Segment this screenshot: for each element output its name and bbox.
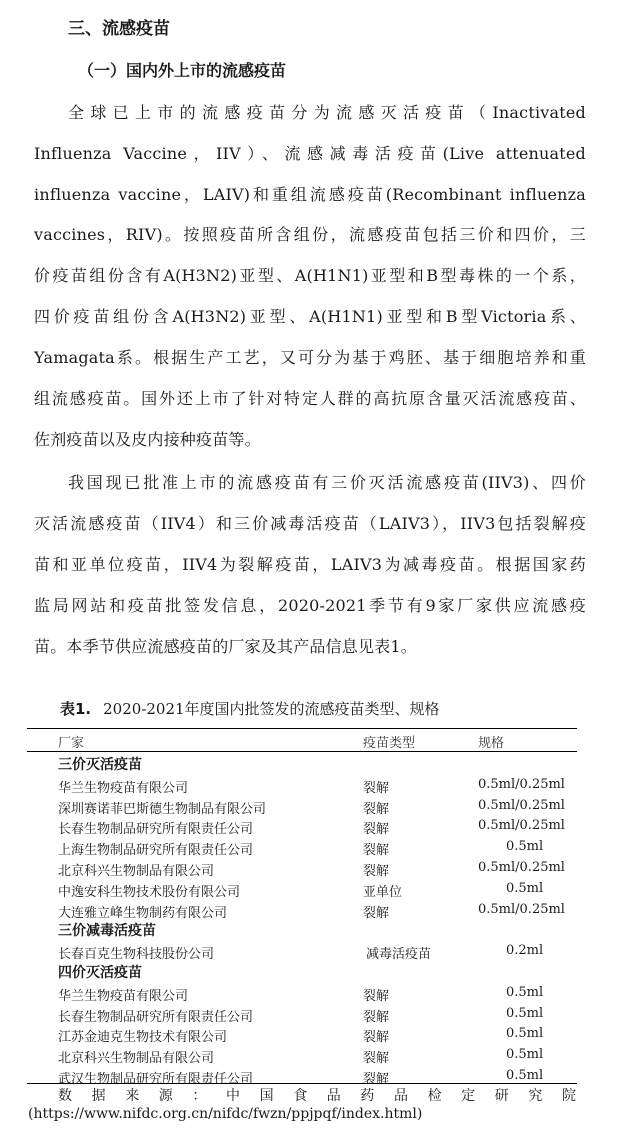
table-caption-label: 表1.	[60, 700, 92, 718]
table-header-spec: 规格	[478, 736, 505, 751]
table-row	[0, 816, 623, 837]
cell-manufacturer: 江苏金迪克生物技术有限公司	[58, 1030, 228, 1046]
table-row	[0, 1004, 623, 1025]
table-bottom-rule	[27, 1083, 577, 1084]
table-top-rule	[27, 728, 577, 729]
cell-vaccine-type: 裂解	[363, 801, 390, 817]
cell-spec: 0.5ml/0.25ml	[478, 901, 565, 917]
cell-manufacturer: 华兰生物疫苗有限公司	[58, 780, 189, 796]
table-row	[0, 775, 623, 796]
data-source-url: (https://www.nifdc.org.cn/nifdc/fwzn/ppjpqf/index.html)	[28, 1106, 423, 1122]
cell-spec: 0.5ml	[506, 1068, 544, 1083]
paragraph-line: 灭活流感疫苗（IIV4）和三价减毒活疫苗（LAIV3），IIV3包括裂解疫	[34, 514, 586, 533]
cell-manufacturer: 长春生物制品研究所有限责任公司	[58, 822, 254, 838]
paragraph-line: 苗和亚单位疫苗，IIV4为裂解疫苗，LAIV3为减毒疫苗。根据国家药	[34, 555, 586, 574]
table-section-title: 三价减毒活疫苗	[58, 923, 156, 939]
table-header-manufacturer: 厂家	[58, 736, 85, 751]
table-header-rule	[27, 751, 577, 752]
cell-vaccine-type: 裂解	[363, 822, 390, 838]
cell-spec: 0.5ml	[506, 1005, 544, 1021]
cell-vaccine-type: 裂解	[363, 1072, 390, 1087]
cell-vaccine-type: 裂解	[363, 1009, 390, 1025]
paragraph-line: Influenza Vaccine，IIV）、流感减毒活疫苗(Live attenuated	[34, 144, 586, 163]
cell-spec: 0.5ml/0.25ml	[478, 818, 565, 834]
table-row	[0, 900, 623, 921]
table-row	[0, 858, 623, 879]
table-row	[0, 796, 623, 817]
paragraph-line: 佐剂疫苗以及皮内接种疫苗等。	[34, 430, 261, 449]
cell-spec: 0.5ml	[506, 880, 544, 896]
paragraph-line: 组流感疫苗。国外还上市了针对特定人群的高抗原含量灭活流感疫苗、	[34, 389, 586, 408]
cell-spec: 0.5ml	[506, 1026, 544, 1042]
table-row	[0, 879, 623, 900]
cell-vaccine-type: 裂解	[363, 864, 390, 879]
table-row	[0, 1024, 623, 1045]
table-caption-text: 2020-2021年度国内批签发的流感疫苗类型、规格	[103, 700, 440, 718]
cell-manufacturer: 中逸安科生物技术股份有限公司	[58, 884, 241, 900]
paragraph-line: vaccines，RIV)。按照疫苗所含组份，流感疫苗包括三价和四价，三	[34, 225, 586, 244]
paragraph-line: 苗。本季节供应流感疫苗的厂家及其产品信息见表1。	[34, 637, 417, 656]
cell-manufacturer: 北京科兴生物制品有限公司	[58, 864, 215, 879]
cell-manufacturer: 长春生物制品研究所有限责任公司	[58, 1009, 254, 1025]
cell-vaccine-type: 裂解	[363, 988, 390, 1004]
cell-spec: 0.5ml	[506, 984, 544, 1000]
table-row	[0, 837, 623, 858]
paragraph-line: 四价疫苗组份含A(H3N2)亚型、A(H1N1)亚型和B型Victoria系、	[34, 307, 586, 326]
cell-vaccine-type: 裂解	[363, 780, 390, 796]
data-source-line: 数据来源：中国食品药品检定研究院	[58, 1088, 576, 1104]
table-header-vaccine-type: 疫苗类型	[363, 736, 416, 751]
paragraph-line: 我国现已批准上市的流感疫苗有三价灭活流感疫苗(IIV3)、四价	[68, 473, 586, 492]
cell-manufacturer: 长春百克生物科技股份公司	[58, 946, 215, 962]
cell-vaccine-type: 裂解	[363, 1030, 390, 1046]
table-row	[0, 941, 623, 962]
table-row	[0, 1045, 623, 1066]
section-heading: 三、流感疫苗	[68, 19, 170, 39]
cell-spec: 0.5ml	[506, 839, 544, 855]
cell-manufacturer: 武汉生物制品研究所有限责任公司	[58, 1072, 254, 1087]
paragraph-line: 全球已上市的流感疫苗分为流感灭活疫苗（Inactivated	[68, 103, 586, 122]
paragraph-line: Yamagata系。根据生产工艺，又可分为基于鸡胚、基于细胞培养和重	[34, 348, 586, 367]
cell-manufacturer: 大连雅立峰生物制药有限公司	[58, 905, 228, 921]
cell-manufacturer: 华兰生物疫苗有限公司	[58, 988, 189, 1004]
subsection-heading: （一）国内外上市的流感疫苗	[78, 61, 287, 80]
cell-vaccine-type: 裂解	[363, 843, 390, 859]
cell-spec: 0.5ml/0.25ml	[478, 797, 565, 813]
cell-manufacturer: 北京科兴生物制品有限公司	[58, 1051, 215, 1067]
cell-manufacturer: 上海生物制品研究所有限责任公司	[58, 843, 254, 859]
table-section-title: 三价灭活疫苗	[58, 757, 142, 773]
cell-spec: 0.5ml	[506, 1047, 544, 1063]
cell-vaccine-type: 亚单位	[363, 884, 403, 900]
table-section-title: 四价灭活疫苗	[58, 965, 142, 981]
cell-spec: 0.5ml/0.25ml	[478, 860, 565, 875]
cell-vaccine-type: 减毒活疫苗	[366, 946, 432, 962]
paragraph-line: influenza vaccine，LAIV)和重组流感疫苗(Recombinant influenza	[34, 185, 586, 204]
table-caption	[60, 698, 440, 719]
table-row	[0, 983, 623, 1004]
paragraph-line: 价疫苗组份含有A(H3N2)亚型、A(H1N1)亚型和B型毒株的一个系，	[34, 266, 586, 285]
paragraph-line: 监局网站和疫苗批签发信息，2020-2021季节有9家厂家供应流感疫	[34, 596, 586, 615]
cell-spec: 0.5ml/0.25ml	[478, 776, 565, 792]
cell-vaccine-type: 裂解	[363, 1051, 390, 1067]
cell-manufacturer: 深圳赛诺菲巴斯德生物制品有限公司	[58, 801, 267, 817]
cell-spec: 0.2ml	[506, 942, 544, 958]
cell-vaccine-type: 裂解	[363, 905, 390, 921]
